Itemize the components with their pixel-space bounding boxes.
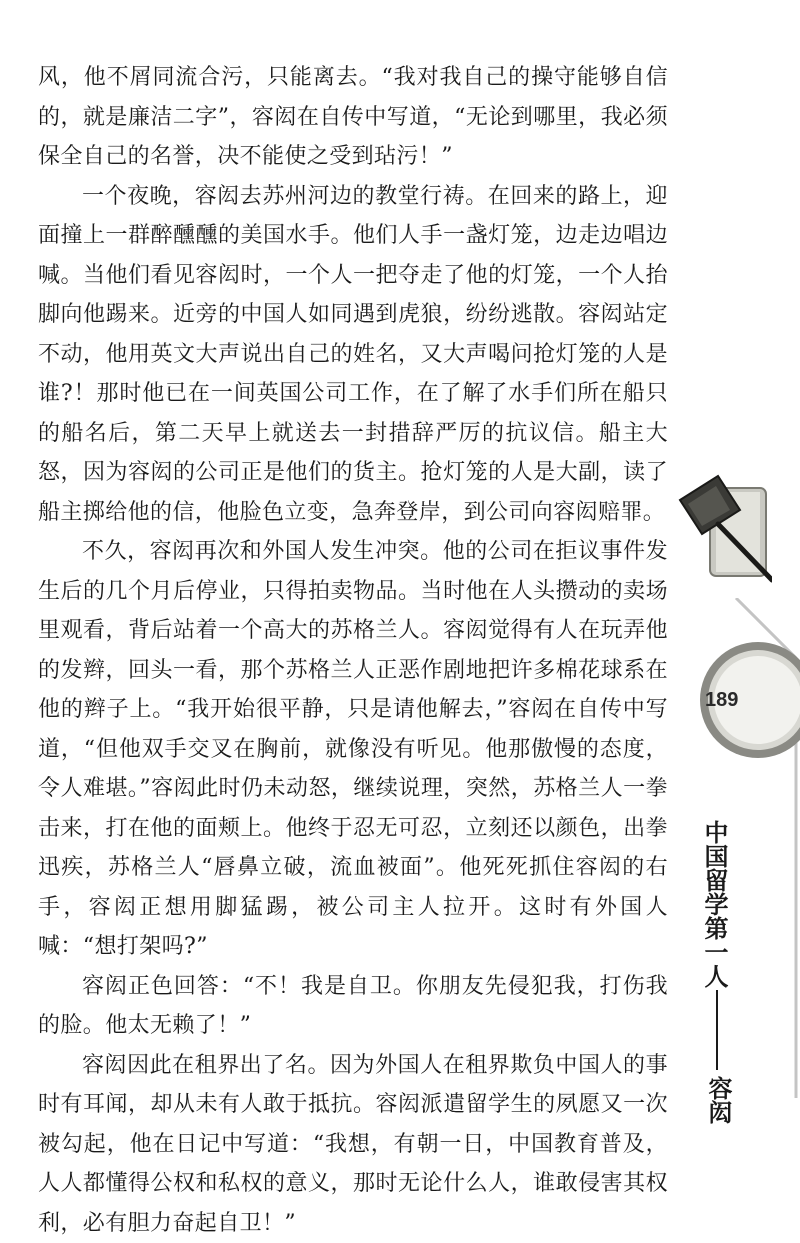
main-text <box>38 58 668 1243</box>
title-dash <box>716 990 718 1070</box>
book-title: 中国留学第一人 <box>700 820 734 988</box>
paragraph: 一个夜晚，容闳去苏州河边的教堂行祷。在回来的路上，迎面撞上一群醉醺醺的美国水手。他们人手一盏灯笼，边走边唱边喊。当他们看见容闳时，一个人一把夺走了他的灯笼，一个人抬脚向他踢来。近旁的中国人如同遇到虎狼，纷纷逃散。容闳站定不动，他用英文大声说出自己的姓名，又大声喝问抢灯笼的人是谁?！那时他已在一间英国公司工作，在了解了水手们所在船只的船名后，第二天早上就送去一封措辞严厉的抗议信。船主大怒，因为容闳的公司正是他们的货主。抢灯笼的人是大副，读了船主掷给他的信，他脸色立变，急奔登岸，到公司向容闳赔罪。 <box>38 177 668 533</box>
paragraph: 风，他不屑同流合污，只能离去。“我对我自己的操守能够自信的，就是廉洁二字”，容闳在自传中写道，“无论到哪里，我必须保全自己的名誉，决不能使之受到玷污！” <box>38 58 668 177</box>
page-number: 189 <box>705 689 745 712</box>
person-name: 容闳 <box>700 1076 734 1124</box>
inkstone-book-icon <box>672 470 772 590</box>
paragraph: 容闳正色回答：“不！我是自卫。你朋友先侵犯我，打伤我的脸。他太无赖了！” <box>38 967 668 1046</box>
paragraph: 不久，容闳再次和外国人发生冲突。他的公司在拒议事件发生后的几个月后停业，只得拍卖物品。当时他在人头攒动的卖场里观看，背后站着一个高大的苏格兰人。容闳觉得有人在玩弄他的发辫，回头一看，那个苏格兰人正恶作剧地把许多棉花球系在他的辫子上。“我开始很平静，只是请他解去，”容闳在自传中写道，“但他双手交叉在胸前，就像没有听见。他那傲慢的态度，令人难堪。”容闳此时仍未动怒，继续说理，突然，苏格兰人一拳击来，打在他的面颊上。他终于忍无可忍，立刻还以颜色，出拳迅疾，苏格兰人“唇鼻立破，流血被面”。他死死抓住容闳的右手，容闳正想用脚猛踢，被公司主人拉开。这时有外国人喊：“想打架吗?” <box>38 532 668 967</box>
side-decoration <box>672 470 800 1090</box>
paragraph: 容闳因此在租界出了名。因为外国人在租界欺负中国人的事时有耳闻，却从未有人敢于抵抗。容闳派遣留学生的夙愿又一次被勾起，他在日记中写道：“我想，有朝一日，中国教育普及，人人都懂得公权和私权的意义，那时无论什么人，谁敢侵害其权利，必有胆力奋起自卫！” <box>38 1046 668 1243</box>
